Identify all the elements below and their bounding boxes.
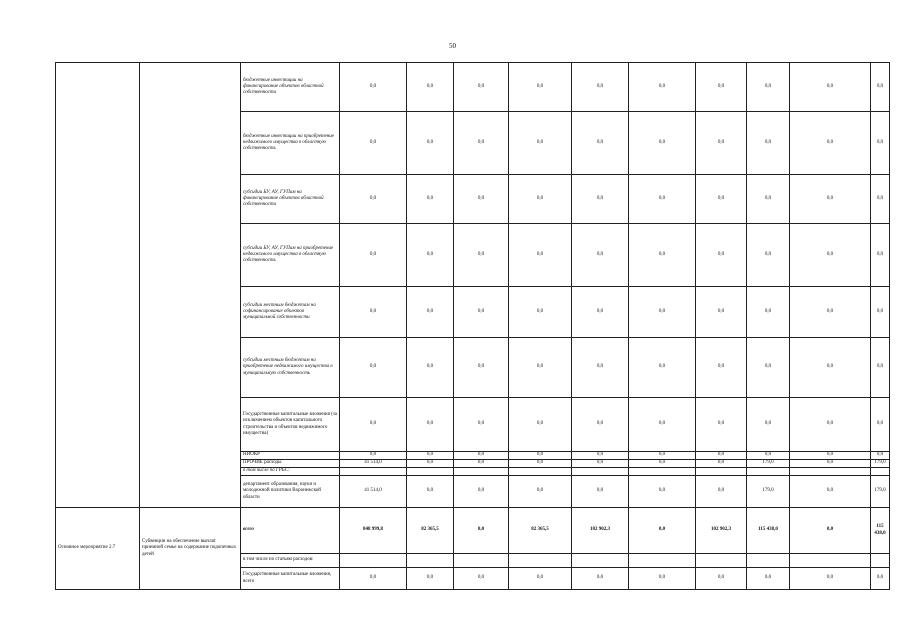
- row-name: ПРОЧИЕ расходы: [241, 460, 340, 468]
- row-name: в том числе по ГРБС:: [241, 468, 340, 476]
- value-cell: 0,0: [407, 175, 454, 224]
- value-cell: 0,0: [407, 287, 454, 338]
- value-cell: 0,0: [509, 63, 572, 112]
- value-cell: 0,0: [629, 476, 696, 508]
- value-cell: 0,0: [629, 112, 696, 175]
- value-cell: [871, 554, 890, 568]
- value-cell: 0,0: [790, 508, 871, 554]
- value-cell: 0,0: [340, 338, 407, 398]
- value-cell: 0,0: [509, 476, 572, 508]
- value-cell: 0,0: [629, 398, 696, 452]
- value-cell: [572, 554, 629, 568]
- value-cell: 0,0: [871, 287, 890, 338]
- value-cell: 0,0: [454, 452, 509, 460]
- value-cell: 0,0: [696, 398, 747, 452]
- value-cell: 0,0: [629, 175, 696, 224]
- value-cell: [509, 468, 572, 476]
- value-cell: 0,0: [454, 398, 509, 452]
- value-cell: 0,0: [509, 398, 572, 452]
- value-cell: 0,0: [629, 287, 696, 338]
- value-cell: 115 438,0: [871, 508, 890, 554]
- page-number: 50: [449, 42, 456, 50]
- value-cell: [340, 554, 407, 568]
- value-cell: 0,0: [871, 568, 890, 590]
- value-cell: 0,0: [696, 452, 747, 460]
- value-cell: 0,0: [340, 63, 407, 112]
- value-cell: 0,0: [747, 112, 790, 175]
- value-cell: 0,0: [696, 338, 747, 398]
- program-cell: [56, 63, 140, 508]
- value-cell: 0,0: [407, 452, 454, 460]
- value-cell: 0,0: [629, 460, 696, 468]
- value-cell: 0,0: [454, 568, 509, 590]
- value-cell: 0,0: [572, 63, 629, 112]
- budget-table: [55, 62, 890, 590]
- value-cell: 0,0: [572, 175, 629, 224]
- event-code: Основное мероприятие 2.7: [56, 508, 140, 590]
- value-cell: 848 999,8: [340, 508, 407, 554]
- value-cell: 0,0: [747, 224, 790, 287]
- table-row: [56, 63, 890, 112]
- value-cell: 0,0: [629, 338, 696, 398]
- value-cell: 102 902,3: [696, 508, 747, 554]
- value-cell: 0,0: [696, 476, 747, 508]
- value-cell: 0,0: [747, 175, 790, 224]
- value-cell: 0,0: [454, 112, 509, 175]
- value-cell: 0,0: [407, 568, 454, 590]
- value-cell: 0,0: [572, 224, 629, 287]
- value-cell: 0,0: [509, 338, 572, 398]
- value-cell: 0,0: [871, 398, 890, 452]
- value-cell: 0,0: [871, 452, 890, 460]
- row-name: департамент образования, науки и молодежной политики Воронежской области: [241, 476, 340, 508]
- value-cell: 0,0: [509, 175, 572, 224]
- value-cell: 0,0: [629, 508, 696, 554]
- table-row: [56, 508, 890, 554]
- value-cell: 0,0: [454, 224, 509, 287]
- value-cell: 0,0: [572, 338, 629, 398]
- value-cell: 0,0: [340, 287, 407, 338]
- value-cell: 0,0: [747, 452, 790, 460]
- value-cell: 0,0: [407, 476, 454, 508]
- value-cell: 0,0: [340, 224, 407, 287]
- value-cell: [454, 468, 509, 476]
- value-cell: 0,0: [407, 63, 454, 112]
- row-name: бюджетные инвестиции на финансирование объектов областной собственности: [241, 63, 340, 112]
- value-cell: 0,0: [790, 175, 871, 224]
- value-cell: 82 365,5: [407, 508, 454, 554]
- value-cell: [629, 468, 696, 476]
- value-cell: [629, 554, 696, 568]
- value-cell: 0,0: [629, 63, 696, 112]
- value-cell: 0,0: [629, 452, 696, 460]
- value-cell: [454, 554, 509, 568]
- value-cell: 0,0: [509, 224, 572, 287]
- value-cell: 0,0: [790, 224, 871, 287]
- value-cell: 0,0: [790, 63, 871, 112]
- row-name: НИОКР: [241, 452, 340, 460]
- value-cell: 0,0: [454, 508, 509, 554]
- value-cell: 0,0: [871, 112, 890, 175]
- value-cell: [407, 468, 454, 476]
- value-cell: 0,0: [871, 224, 890, 287]
- value-cell: 0,0: [790, 452, 871, 460]
- value-cell: 0,0: [629, 224, 696, 287]
- value-cell: [407, 554, 454, 568]
- value-cell: [340, 468, 407, 476]
- value-cell: 0,0: [790, 460, 871, 468]
- value-cell: 0,0: [790, 568, 871, 590]
- value-cell: 0,0: [509, 460, 572, 468]
- row-name: в том числе по статьям расходов:: [241, 554, 340, 568]
- value-cell: 0,0: [747, 398, 790, 452]
- value-cell: [696, 554, 747, 568]
- value-cell: 0,0: [454, 460, 509, 468]
- value-cell: [790, 468, 871, 476]
- value-cell: 0,0: [572, 568, 629, 590]
- value-cell: 0,0: [790, 476, 871, 508]
- value-cell: 179,0: [747, 460, 790, 468]
- row-name: бюджетные инвестиции на приобретение недвижимого имущества в областную собственность: [241, 112, 340, 175]
- value-cell: 0,0: [696, 175, 747, 224]
- value-cell: 0,0: [407, 112, 454, 175]
- value-cell: 0,0: [454, 476, 509, 508]
- value-cell: 0,0: [572, 112, 629, 175]
- value-cell: 102 902,3: [572, 508, 629, 554]
- value-cell: 0,0: [696, 63, 747, 112]
- value-cell: 0,0: [509, 452, 572, 460]
- value-cell: 0,0: [747, 338, 790, 398]
- value-cell: 0,0: [747, 568, 790, 590]
- value-cell: 0,0: [454, 175, 509, 224]
- row-name: субсидии БУ, АУ, ГУПам на приобретение недвижимого имущества в областную собственность: [241, 224, 340, 287]
- value-cell: 115 438,0: [747, 508, 790, 554]
- value-cell: 0,0: [696, 224, 747, 287]
- row-name: Государственные капитальные вложения, всего: [241, 568, 340, 590]
- value-cell: 0,0: [509, 287, 572, 338]
- value-cell: 0,0: [871, 175, 890, 224]
- value-cell: 41 514,0: [340, 476, 407, 508]
- value-cell: 0,0: [454, 287, 509, 338]
- value-cell: 0,0: [509, 568, 572, 590]
- value-cell: 0,0: [407, 338, 454, 398]
- value-cell: 0,0: [340, 452, 407, 460]
- value-cell: 0,0: [407, 224, 454, 287]
- value-cell: 0,0: [572, 398, 629, 452]
- value-cell: [790, 554, 871, 568]
- value-cell: 0,0: [696, 112, 747, 175]
- value-cell: 179,0: [747, 476, 790, 508]
- value-cell: 179,0: [871, 460, 890, 468]
- value-cell: 0,0: [340, 112, 407, 175]
- value-cell: 0,0: [509, 112, 572, 175]
- value-cell: 82 365,5: [509, 508, 572, 554]
- value-cell: 0,0: [790, 112, 871, 175]
- value-cell: 0,0: [871, 338, 890, 398]
- value-cell: 0,0: [629, 568, 696, 590]
- value-cell: 0,0: [696, 568, 747, 590]
- value-cell: 0,0: [407, 398, 454, 452]
- value-cell: [509, 554, 572, 568]
- value-cell: [871, 468, 890, 476]
- value-cell: 0,0: [790, 338, 871, 398]
- row-name: всего: [241, 508, 340, 554]
- value-cell: 0,0: [572, 287, 629, 338]
- program-title-cell: [140, 63, 241, 508]
- value-cell: 0,0: [454, 338, 509, 398]
- value-cell: 0,0: [572, 476, 629, 508]
- row-name: субсидии местным бюджетам на приобретение недвижимого имущества в муниципальную собственность: [241, 338, 340, 398]
- value-cell: 0,0: [454, 63, 509, 112]
- value-cell: 0,0: [747, 63, 790, 112]
- event-title: Субвенции на обеспечение выплат приемной семье на содержание подопечных детей: [140, 508, 241, 590]
- row-name: субсидии БУ, АУ, ГУПам на финансирование объектов областной собственности: [241, 175, 340, 224]
- value-cell: 41 514,0: [340, 460, 407, 468]
- value-cell: 0,0: [340, 568, 407, 590]
- row-name: субсидии местным бюджетам на софинансирование объектов муниципальной собственности: [241, 287, 340, 338]
- value-cell: 0,0: [340, 175, 407, 224]
- value-cell: 0,0: [747, 287, 790, 338]
- value-cell: 0,0: [790, 287, 871, 338]
- value-cell: 179,0: [871, 476, 890, 508]
- value-cell: [747, 554, 790, 568]
- value-cell: 0,0: [871, 63, 890, 112]
- row-name: Государственные капитальные вложения (за исключением объектов капитального строительства и объектов недвижимого имущества): [241, 398, 340, 452]
- value-cell: 0,0: [696, 287, 747, 338]
- value-cell: 0,0: [340, 398, 407, 452]
- value-cell: [572, 468, 629, 476]
- value-cell: 0,0: [572, 460, 629, 468]
- value-cell: [747, 468, 790, 476]
- value-cell: 0,0: [790, 398, 871, 452]
- value-cell: [696, 468, 747, 476]
- value-cell: 0,0: [696, 460, 747, 468]
- value-cell: 0,0: [572, 452, 629, 460]
- value-cell: 0,0: [407, 460, 454, 468]
